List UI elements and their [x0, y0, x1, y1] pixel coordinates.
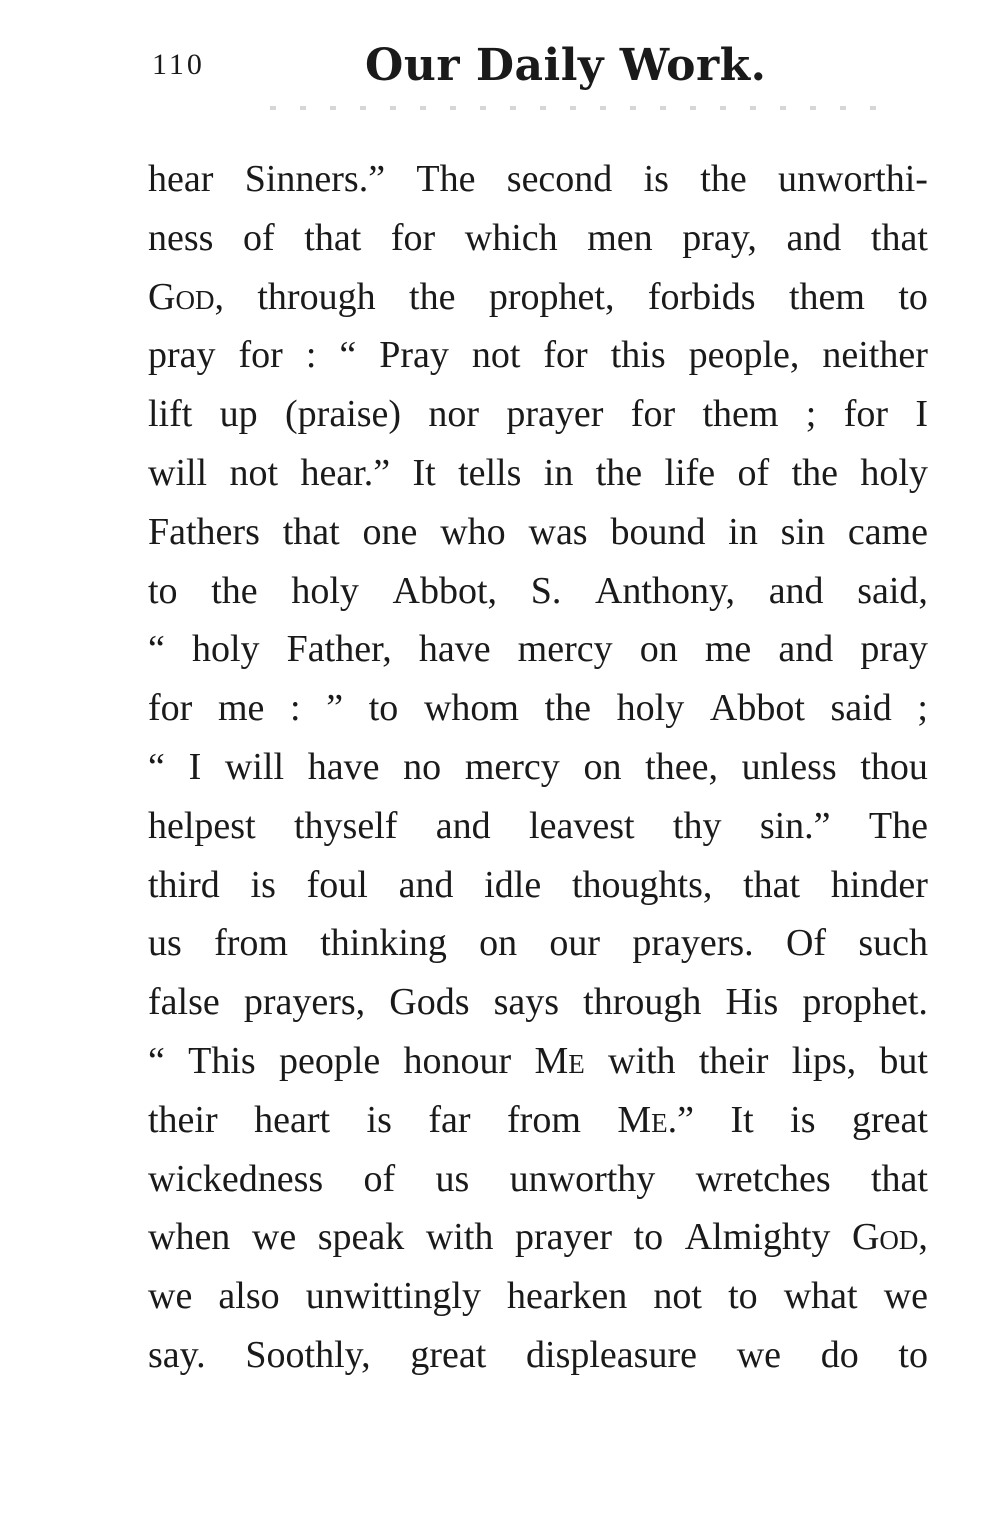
word: is: [790, 1098, 816, 1141]
word: what: [783, 1275, 858, 1318]
word: that: [870, 216, 928, 259]
word: also: [218, 1275, 280, 1318]
page-number: 110: [152, 48, 205, 81]
word: Pray: [379, 334, 449, 377]
word: said: [830, 687, 892, 730]
word: “: [148, 1039, 165, 1082]
word: unworthy: [509, 1157, 656, 1200]
small-caps-word: God: [851, 1216, 919, 1259]
word: with: [425, 1216, 494, 1259]
word: bound: [610, 510, 706, 553]
word: Anthony,: [594, 569, 736, 612]
word: of: [243, 216, 275, 259]
word: God,: [148, 275, 224, 318]
word: whom: [423, 687, 519, 730]
word: helpest: [148, 804, 256, 847]
word: in: [543, 451, 574, 494]
word: says: [493, 981, 560, 1024]
word: holy: [616, 687, 685, 730]
word: S.: [530, 569, 562, 612]
word: on: [479, 922, 518, 965]
word: holy: [860, 451, 928, 494]
word: wretches: [695, 1157, 831, 1200]
word: up: [219, 393, 258, 436]
text-line: [148, 562, 928, 621]
word: to: [633, 1216, 664, 1259]
word: holy: [191, 628, 260, 671]
word: have: [418, 628, 491, 671]
word: one: [362, 510, 418, 553]
word: hear: [148, 158, 214, 200]
word: far: [428, 1098, 471, 1141]
word: to: [898, 1333, 928, 1376]
word: not: [653, 1275, 702, 1318]
word: heart: [254, 1098, 331, 1141]
word: forbids: [647, 275, 756, 318]
word: ”: [326, 687, 344, 730]
word: in: [728, 510, 758, 553]
word: nor: [428, 393, 480, 436]
word: displeasure: [526, 1333, 697, 1376]
text-line: [148, 150, 928, 209]
word: holy: [291, 569, 359, 612]
word: ness: [148, 216, 214, 259]
text-line: [148, 1150, 928, 1209]
word: and: [398, 863, 454, 906]
word: unworthi-: [778, 158, 928, 200]
word: which: [464, 216, 558, 259]
word: thee,: [645, 745, 718, 788]
word: that: [870, 1157, 928, 1200]
word: me: [704, 628, 752, 671]
word: people,: [688, 334, 800, 377]
word: us: [148, 922, 182, 965]
word: (praise): [285, 393, 402, 436]
word: Abbot,: [392, 569, 498, 612]
word: ;: [805, 393, 817, 436]
word: their: [148, 1098, 218, 1141]
word: from: [507, 1098, 581, 1141]
word: mercy: [464, 745, 560, 788]
word: third: [148, 863, 220, 906]
word: we: [148, 1275, 193, 1318]
word: and: [786, 216, 842, 259]
small-caps-word: God: [148, 275, 215, 318]
word: hinder: [830, 863, 928, 906]
word: say.: [148, 1333, 206, 1376]
word: on: [583, 745, 622, 788]
word: leavest: [529, 804, 635, 847]
word: I: [915, 393, 928, 436]
word: pray: [860, 628, 928, 671]
word: the: [211, 569, 258, 612]
word: we: [251, 1216, 297, 1259]
word: said,: [857, 569, 928, 612]
text-line: [148, 914, 928, 973]
word: tells: [458, 451, 522, 494]
text-line: [148, 444, 928, 503]
word: lift: [148, 393, 193, 436]
word: us: [435, 1157, 470, 1200]
word: hear.”: [300, 451, 391, 494]
word: idle: [484, 863, 542, 906]
word: Abbot: [709, 687, 805, 730]
text-line: [148, 797, 928, 856]
small-caps-word: Me: [617, 1098, 668, 1141]
text-line: [148, 620, 928, 679]
word: is: [643, 158, 669, 200]
word: pray: [148, 334, 216, 377]
word: people: [278, 1039, 381, 1082]
word: hearken: [507, 1275, 628, 1318]
text-line: [148, 209, 928, 268]
word: is: [366, 1098, 392, 1141]
word: we: [736, 1333, 781, 1376]
word: and: [435, 804, 491, 847]
word: ;: [917, 687, 928, 730]
word: but: [879, 1039, 928, 1082]
text-line: [148, 1208, 928, 1267]
word: speak: [317, 1216, 405, 1259]
word: them: [702, 393, 779, 436]
word: not: [471, 334, 521, 377]
word: wickedness: [148, 1157, 324, 1200]
body-text: [148, 150, 928, 1385]
word: pray,: [682, 216, 757, 259]
word: Soothly,: [245, 1333, 371, 1376]
word: that: [282, 510, 340, 553]
word: on: [639, 628, 678, 671]
word: to: [898, 275, 928, 318]
word: sin.”: [759, 804, 831, 847]
word: Gods: [389, 981, 470, 1024]
word: for: [543, 334, 588, 377]
word: prophet,: [488, 275, 615, 318]
word: It: [412, 451, 436, 494]
word: and: [768, 569, 824, 612]
word: me: [217, 687, 265, 730]
word: we: [883, 1275, 928, 1318]
word: when: [148, 1216, 231, 1259]
word: do: [820, 1333, 859, 1376]
word: prayers,: [243, 981, 366, 1024]
word: the: [544, 687, 592, 730]
text-line: [148, 856, 928, 915]
running-head-title: Our Daily Work.: [365, 40, 767, 91]
word: prayer: [514, 1216, 613, 1259]
word: sin: [780, 510, 826, 553]
word: the: [595, 451, 643, 494]
word: The: [868, 804, 928, 847]
word: life: [664, 451, 716, 494]
text-line: [148, 268, 928, 327]
text-line: [148, 973, 928, 1032]
word: of: [363, 1157, 396, 1200]
word: for: [148, 687, 193, 730]
word: have: [307, 745, 380, 788]
word: “: [148, 628, 165, 671]
word: prayers.: [632, 922, 754, 965]
word: of: [737, 451, 770, 494]
word: “: [148, 745, 165, 788]
word: who: [440, 510, 506, 553]
word: lips,: [791, 1039, 857, 1082]
word: is: [250, 863, 276, 906]
word: “: [339, 334, 357, 377]
word: was: [528, 510, 588, 553]
word: I: [188, 745, 202, 788]
text-line: [148, 738, 928, 797]
word: :: [305, 334, 317, 377]
text-line: [148, 1032, 928, 1091]
word: the: [791, 451, 838, 494]
word: thoughts,: [571, 863, 713, 906]
word: false: [148, 981, 220, 1024]
word: with: [608, 1039, 676, 1082]
word: and: [778, 628, 834, 671]
word: His: [725, 981, 779, 1024]
text-line: [148, 1326, 928, 1385]
word: through: [583, 981, 702, 1024]
word: no: [403, 745, 442, 788]
word: from: [214, 922, 288, 965]
word: the: [409, 275, 456, 318]
word: for: [630, 393, 676, 436]
word: will: [224, 745, 285, 788]
word: for: [390, 216, 436, 259]
text-line: [148, 385, 928, 444]
word: neither: [822, 334, 928, 377]
text-line: [148, 1267, 928, 1326]
word: great: [410, 1333, 487, 1376]
word: It: [730, 1098, 754, 1141]
word: to: [728, 1275, 758, 1318]
word: thy: [672, 804, 722, 847]
word: prophet.: [802, 981, 928, 1024]
word: this: [610, 334, 666, 377]
word: second: [506, 158, 613, 200]
word: through: [257, 275, 376, 318]
word: not: [229, 451, 279, 494]
word: thou: [860, 745, 928, 788]
word: mercy: [517, 628, 613, 671]
small-caps-word: Me: [534, 1039, 585, 1082]
word: for: [843, 393, 888, 436]
word: :: [290, 687, 301, 730]
word: prayer: [506, 393, 604, 436]
word: Me.”: [617, 1098, 695, 1141]
word: thinking: [320, 922, 447, 965]
word: Sinners.”: [244, 158, 386, 200]
text-line: [148, 679, 928, 738]
text-line: [148, 503, 928, 562]
text-line: [148, 1091, 928, 1150]
word: our: [549, 922, 601, 965]
word: Fathers: [148, 510, 260, 553]
word: to: [368, 687, 399, 730]
word: men: [587, 216, 653, 259]
word: such: [858, 922, 928, 965]
word: for: [238, 334, 283, 377]
word: will: [148, 451, 208, 494]
word: the: [700, 158, 747, 200]
word: Of: [785, 922, 827, 965]
word: to: [148, 569, 178, 612]
word: their: [698, 1039, 769, 1082]
text-line: [148, 326, 928, 385]
word: thyself: [294, 804, 398, 847]
word: them: [788, 275, 865, 318]
word: The: [416, 158, 476, 200]
word: Almighty: [684, 1216, 831, 1259]
word: God,: [851, 1216, 928, 1259]
word: that: [743, 863, 801, 906]
word: [534, 1032, 584, 1091]
header-rule: [270, 106, 890, 110]
word: unwittingly: [305, 1275, 481, 1318]
word: This: [188, 1039, 256, 1082]
word: foul: [306, 863, 368, 906]
word: that: [304, 216, 362, 259]
word: Father,: [286, 628, 392, 671]
word: honour: [403, 1039, 512, 1082]
word: unless: [741, 745, 837, 788]
word: came: [847, 510, 928, 553]
word: great: [852, 1098, 928, 1141]
